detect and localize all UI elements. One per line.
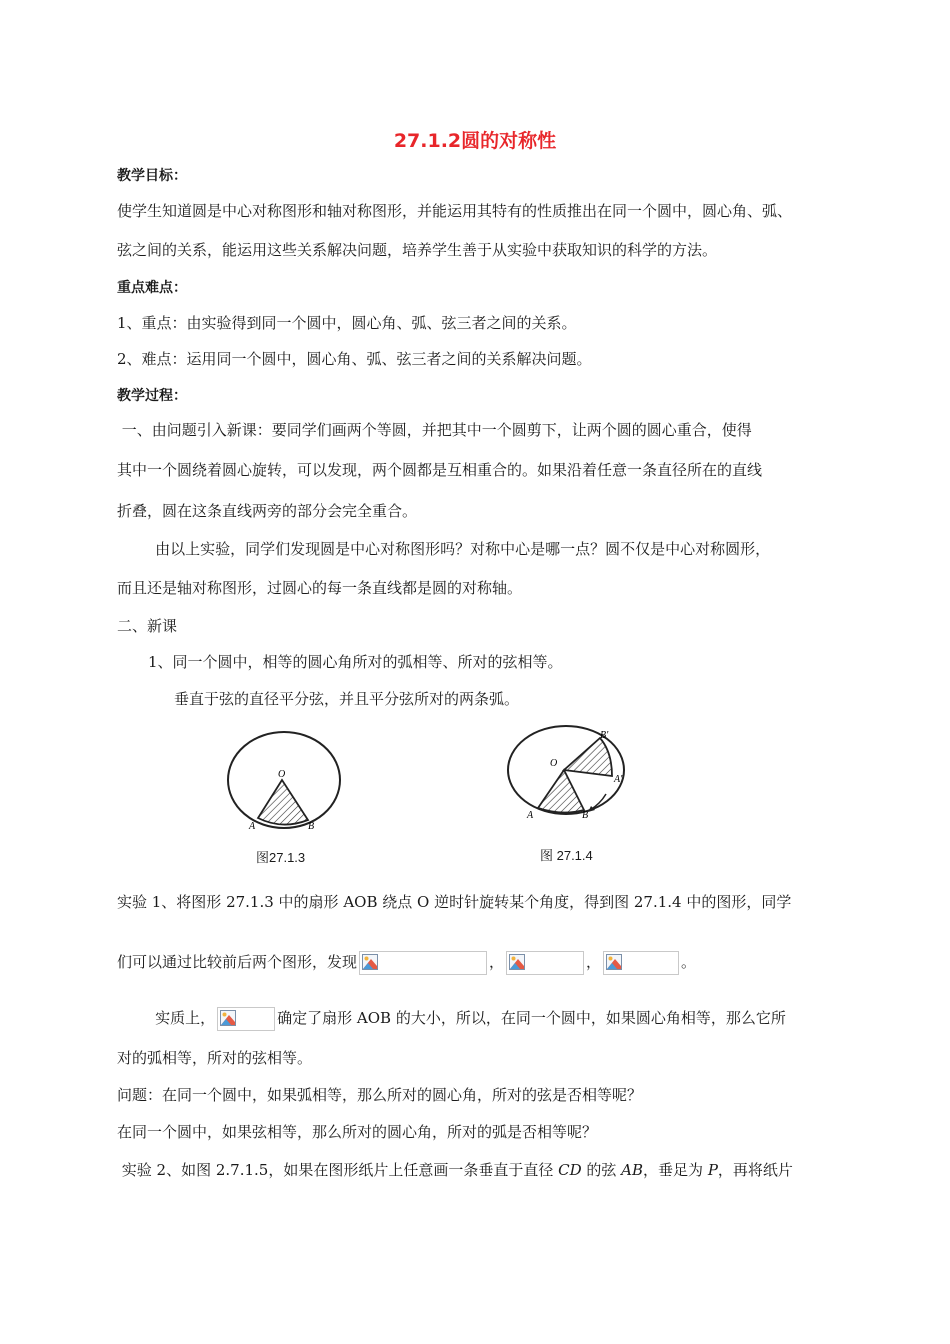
image-placeholder-2 xyxy=(506,951,584,975)
process-heading: 教学过程： xyxy=(117,388,187,404)
fig2-label-a: A xyxy=(527,810,534,821)
question-2: 在同一个圆中，如果弦相等，那么所对的圆心角，所对的弧是否相等呢？ xyxy=(117,1123,598,1141)
objectives-line-2: 弦之间的关系，能运用这些关系解决问题，培养学生善于从实验中获取知识的科学的方法。 xyxy=(117,241,718,259)
intro-line-5: 而且还是轴对称图形，过圆心的每一条直线都是圆的对称轴。 xyxy=(117,579,523,597)
experiment1-line-4: 对的弧相等，所对的弦相等。 xyxy=(117,1049,313,1067)
objectives-heading: 教学目标： xyxy=(117,168,187,184)
fig2-label-o: O xyxy=(550,758,558,769)
image-placeholder-1 xyxy=(359,951,487,975)
experiment2-text-4: ，再将纸片 xyxy=(717,1161,793,1179)
figure-27-1-4-caption: 图 27.1.4 xyxy=(540,848,593,863)
experiment1-line-3-prefix: 实质上， xyxy=(117,1009,216,1027)
intro-line-4: 由以上实验，同学们发现圆是中心对称图形吗？对称中心是哪一点？圆不仅是中心对称圆形， xyxy=(117,540,771,558)
figure-27-1-3-caption: 图27.1.3 xyxy=(256,850,306,865)
experiment2-line xyxy=(117,1160,793,1180)
key-point-2: 2、难点：运用同一个圆中，圆心角、弧、弦三者之间的关系解决问题。 xyxy=(117,350,592,368)
separator-2: ， xyxy=(586,953,602,971)
experiment1-line-1: 实验 1、将图形 27.1.3 中的扇形 AOB 绕点 O 逆时针旋转某个角度，得到图 27.1.4 中的图形，同学 xyxy=(117,893,792,911)
page-title: 27.1.2圆的对称性 xyxy=(393,130,557,152)
image-placeholder-3 xyxy=(603,951,679,975)
broken-image-icon xyxy=(362,954,378,970)
foot-point-p: P xyxy=(707,1161,718,1179)
experiment1-line-3 xyxy=(117,1006,786,1031)
fig2-label-a-prime: A' xyxy=(614,774,623,785)
fig1-label-o: O xyxy=(278,769,286,780)
question-1: 问题：在同一个圆中，如果弧相等，那么所对的圆心角，所对的弦是否相等呢？ xyxy=(117,1086,643,1104)
objectives-line-1: 使学生知道圆是中心对称图形和轴对称图形，并能运用其特有的性质推出在同一个圆中，圆心角、弧、 xyxy=(117,202,793,220)
figure-27-1-3 xyxy=(220,728,350,833)
new-lesson-point-1: 1、同一个圆中，相等的圆心角所对的弧相等、所对的弦相等。 xyxy=(148,653,563,671)
experiment2-text-2: 的弦 xyxy=(581,1161,622,1179)
experiment1-line-2-prefix: 们可以通过比较前后两个图形，发现 xyxy=(117,953,358,971)
key-point-1: 1、重点：由实验得到同一个圆中，圆心角、弧、弦三者之间的关系。 xyxy=(117,314,577,332)
chord-ab: AB xyxy=(621,1161,644,1179)
broken-image-icon xyxy=(606,954,622,970)
image-placeholder-4 xyxy=(217,1007,275,1031)
line-end-period: 。 xyxy=(681,953,697,971)
fig1-label-a: A xyxy=(249,821,256,832)
intro-line-2: 其中一个圆绕着圆心旋转，可以发现，两个圆都是互相重合的。如果沿着任意一条直径所在的直线 xyxy=(117,461,763,479)
new-lesson-point-2: 垂直于弦的直径平分弦，并且平分弦所对的两条弧。 xyxy=(174,690,520,708)
fig2-label-b: B xyxy=(582,810,589,821)
experiment1-line-2 xyxy=(117,950,696,975)
experiment2-text-1: 实验 2、如图 2.7.1.5，如果在图形纸片上任意画一条垂直于直径 xyxy=(117,1161,559,1179)
intro-line-3: 折叠，圆在这条直线两旁的部分会完全重合。 xyxy=(117,502,418,520)
diameter-cd: CD xyxy=(558,1161,582,1179)
figure-27-1-4 xyxy=(500,724,640,824)
separator-1: ， xyxy=(489,953,505,971)
broken-image-icon xyxy=(509,954,525,970)
experiment1-line-3-suffix: 确定了扇形 AOB 的大小，所以，在同一个圆中，如果圆心角相等，那么它所 xyxy=(277,1009,786,1027)
intro-line-1: 一、由问题引入新课：要同学们画两个等圆，并把其中一个圆剪下，让两个圆的圆心重合，使得 xyxy=(117,421,752,439)
experiment2-text-3: ，垂足为 xyxy=(643,1161,708,1179)
fig2-label-b-prime: B' xyxy=(600,730,609,741)
fig1-label-b: B xyxy=(308,821,315,832)
key-points-heading: 重点难点： xyxy=(117,280,187,296)
new-lesson-heading: 二、新课 xyxy=(117,617,178,635)
broken-image-icon xyxy=(220,1010,236,1026)
